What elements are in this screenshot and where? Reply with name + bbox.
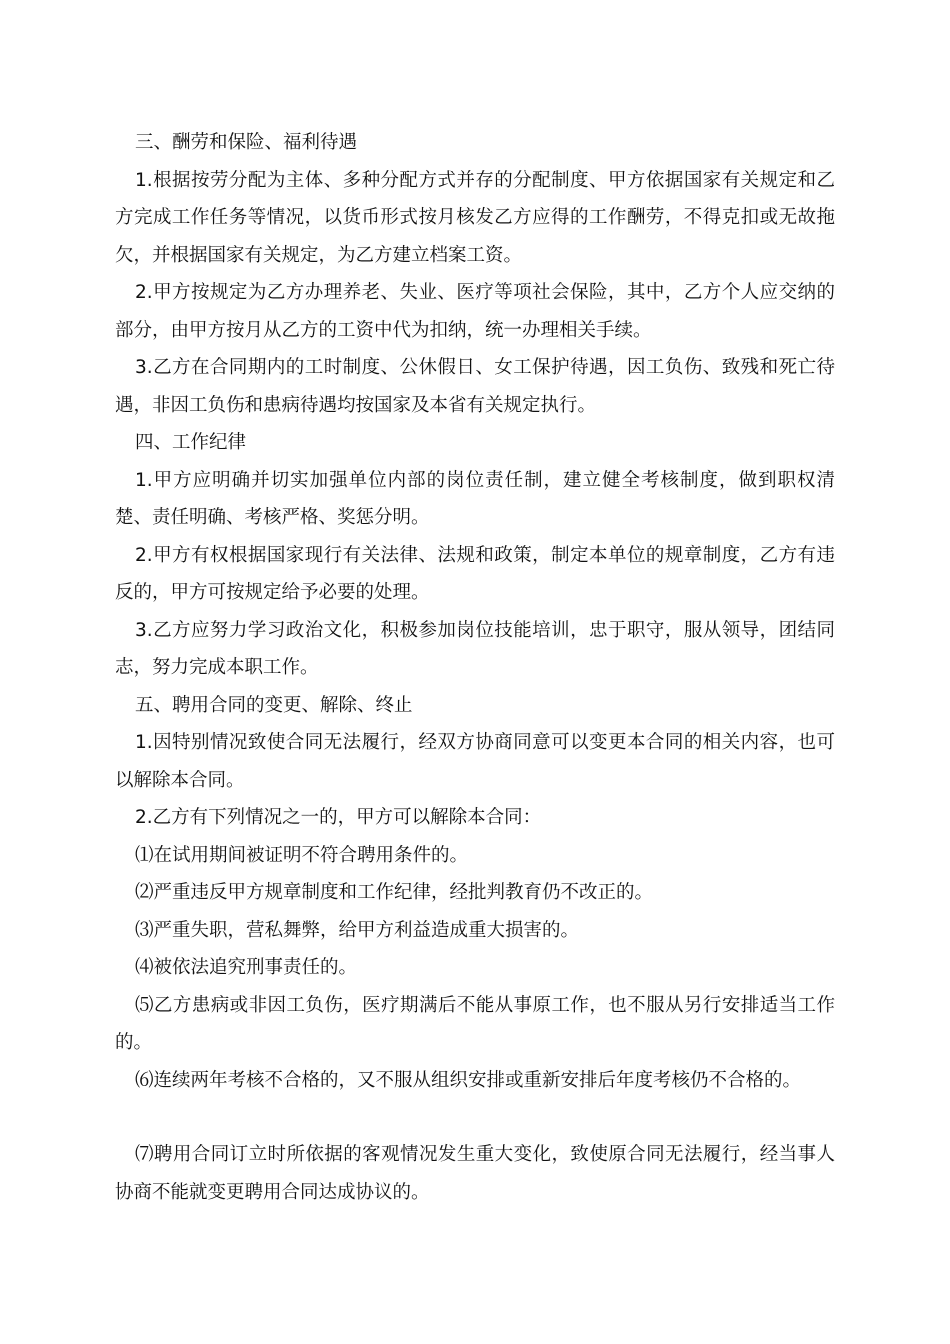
list-item: ⑵严重违反甲方规章制度和工作纪律，经批判教育仍不改正的。 — [135, 882, 654, 903]
paragraph: 3.乙方应努力学习政治文化，积极参加岗位技能培训，忠于职守，服从领导，团结同志，努力完成本职工作。 — [115, 619, 835, 678]
list-item: ⑹连续两年考核不合格的，又不服从组织安排或重新安排后年度考核仍不合格的。 — [135, 1069, 802, 1091]
paragraph: 3.乙方在合同期内的工时制度、公休假日、女工保护待遇，因工负伤、致残和死亡待遇，非因工负伤和患病待遇均按国家及本省有关规定执行。 — [115, 357, 835, 416]
list-item: ⑸乙方患病或非因工负伤，医疗期满后不能从事原工作，也不服从另行安排适当工作的。 — [115, 994, 835, 1053]
list-item: ⑺聘用合同订立时所依据的客观情况发生重大变化，致使原合同无法履行，经当事人协商不能就变更聘用合同达成协议的。 — [115, 1144, 835, 1203]
section-heading: 五、聘用合同的变更、解除、终止 — [135, 694, 413, 716]
paragraph: 1.根据按劳分配为主体、多种分配方式并存的分配制度、甲方依据国家有关规定和乙方完成工作任务等情况，以货币形式按月核发乙方应得的工作酬劳，不得克扣或无故拖欠，并根据国家有关规定，为乙方建立档案工资。 — [115, 169, 835, 266]
paragraph-gap — [115, 1099, 835, 1136]
document-body — [115, 124, 835, 1211]
paragraph: 2.甲方按规定为乙方办理养老、失业、医疗等项社会保险，其中，乙方个人应交纳的部分，由甲方按月从乙方的工资中代为扣纳，统一办理相关手续。 — [115, 282, 835, 341]
section-heading: 三、酬劳和保险、福利待遇 — [135, 132, 358, 153]
list-item: ⑴在试用期间被证明不符合聘用条件的。 — [135, 844, 469, 866]
paragraph: 2.乙方有下列情况之一的，甲方可以解除本合同： — [135, 807, 542, 828]
paragraph: 2.甲方有权根据国家现行有关法律、法规和政策，制定本单位的规章制度，乙方有违反的，甲方可按规定给予必要的处理。 — [115, 544, 835, 603]
paragraph: 1.因特别情况致使合同无法履行，经双方协商同意可以变更本合同的相关内容，也可以解除本合同。 — [115, 732, 835, 791]
list-item: ⑷被依法追究刑事责任的。 — [135, 957, 358, 978]
section-heading: 四、工作纪律 — [135, 432, 247, 453]
list-item: ⑶严重失职，营私舞弊，给甲方利益造成重大损害的。 — [135, 919, 580, 941]
paragraph: 1.甲方应明确并切实加强单位内部的岗位责任制，建立健全考核制度，做到职权清楚、责任明确、考核严格、奖惩分明。 — [115, 469, 835, 528]
